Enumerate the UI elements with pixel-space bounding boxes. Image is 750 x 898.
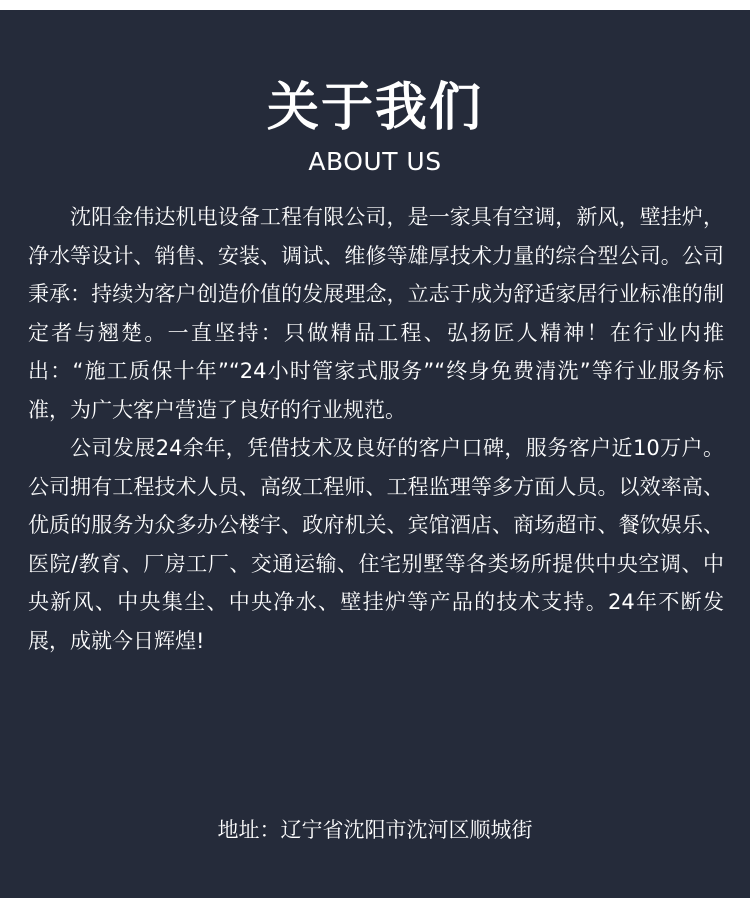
intro-paragraph: 沈阳金伟达机电设备工程有限公司，是一家具有空调，新风，壁挂炉，净水等设计、销售、安装、调试、维修等雄厚技术力量的综合型公司。公司秉承：持续为客户创造价值的发展理念，立志于成为舒适家居行业标准的制定者与翘楚。一直坚持：只做精品工程、弘扬匠人精神！在行业内推出：“施工质保十年”“24小时管家式服务”“终身免费清洗”等行业服务标准，为广大客户营造了良好的行业规范。	[28, 205, 724, 422]
page-subtitle: ABOUT US	[308, 147, 442, 176]
page-title: 关于我们	[266, 78, 483, 138]
company-address: 地址：辽宁省沈阳市沈河区顺城街	[217, 818, 533, 842]
about-body	[28, 198, 724, 660]
about-panel	[0, 10, 750, 898]
history-paragraph: 公司发展24余年，凭借技术及良好的客户口碑，服务客户近10万户。公司拥有工程技术人员、高级工程师、工程监理等多方面人员。以效率高、优质的服务为众多办公楼宇、政府机关、宾馆酒店、商场超市、餐饮娱乐、医院/教育、厂房工厂、交通运输、住宅别墅等各类场所提供中央空调、中央新风、中央集尘、中央净水、壁挂炉等产品的技术支持。24年不断发展，成就今日辉煌!	[28, 436, 724, 653]
